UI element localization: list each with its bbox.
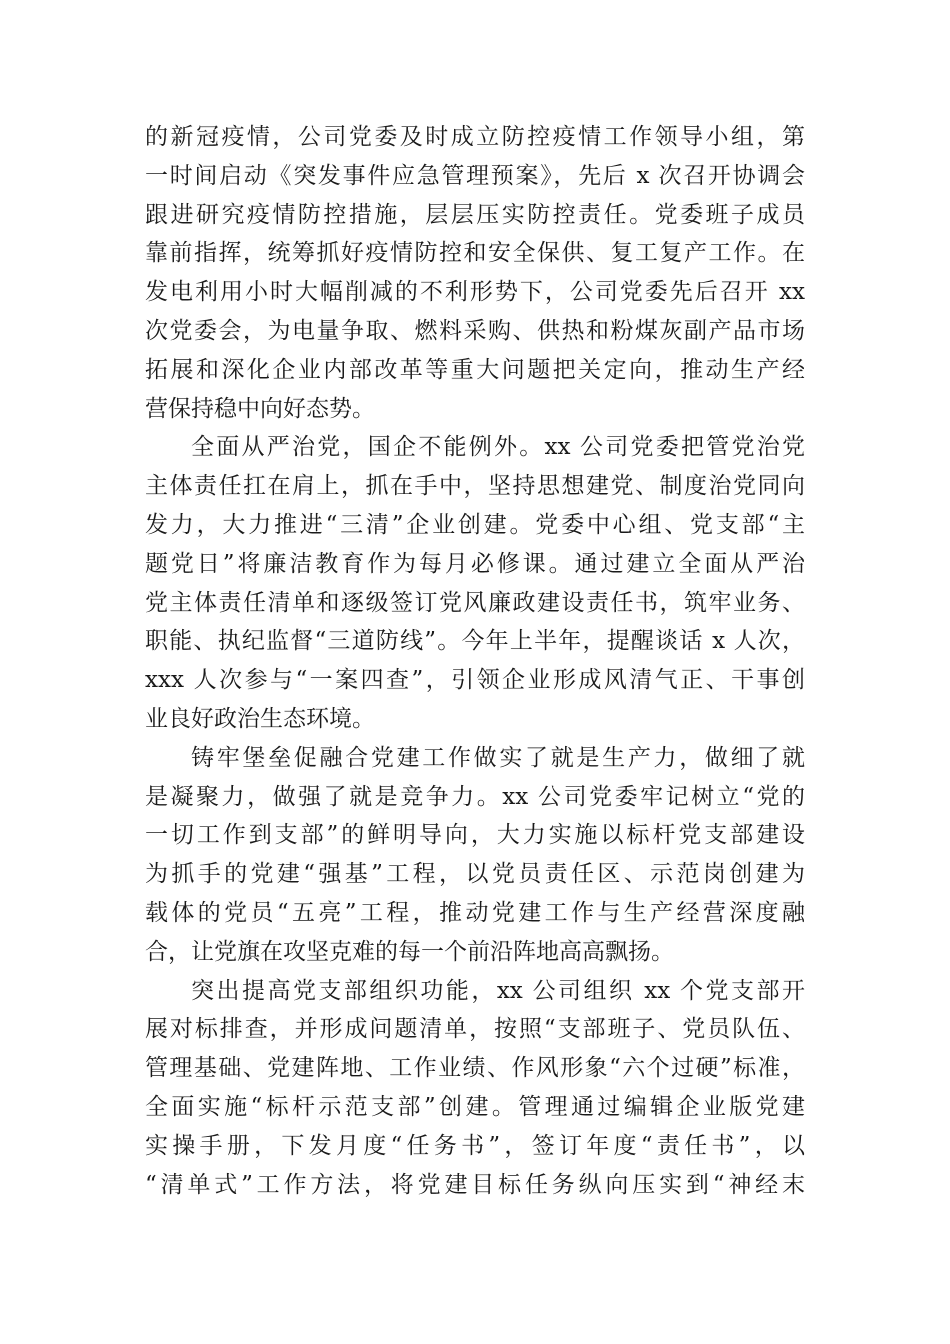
text-line: 是凝聚力，做强了就是竞争力。xx 公司党委牢记树立“党的 xyxy=(145,783,805,810)
paragraph-3 xyxy=(145,739,805,972)
text-line: 靠前指挥，统筹抓好疫情防控和安全保供、复工复产工作。在 xyxy=(145,240,805,267)
text-line: 全面实施“标杆示范支部”创建。管理通过编辑企业版党建 xyxy=(145,1093,805,1120)
text-line: 跟进研究疫情防控措施，层层压实防控责任。党委班子成员 xyxy=(145,201,805,228)
text-line: 题党日”将廉洁教育作为每月必修课。通过建立全面从严治 xyxy=(145,550,805,577)
text-line: 职能、执纪监督“三道防线”。今年上半年，提醒谈话 x 人次， xyxy=(145,628,805,655)
text-line: 实操手册，下发月度“任务书”，签订年度“责任书”，以 xyxy=(145,1132,805,1159)
text-line: 为抓手的党建“强基”工程，以党员责任区、示范岗创建为 xyxy=(145,861,805,888)
text-line: 次党委会，为电量争取、燃料采购、供热和粉煤灰副产品市场 xyxy=(145,317,805,344)
paragraph-4 xyxy=(145,972,805,1205)
text-line: 拓展和深化企业内部改革等重大问题把关定向，推动生产经 xyxy=(145,356,805,383)
text-line: 展对标排查，并形成问题清单，按照“支部班子、党员队伍、 xyxy=(145,1016,805,1043)
text-line: 载体的党员“五亮”工程，推动党建工作与生产经营深度融 xyxy=(145,899,805,926)
text-line: 一时间启动《突发事件应急管理预案》，先后 x 次召开协调会 xyxy=(145,162,805,189)
paragraph-1 xyxy=(145,118,805,428)
text-line: 的新冠疫情，公司党委及时成立防控疫情工作领导小组，第 xyxy=(145,124,805,150)
text-line: 突出提高党支部组织功能，xx 公司组织 xx 个党支部开 xyxy=(191,977,805,1004)
text-line: 全面从严治党，国企不能例外。xx 公司党委把管党治党 xyxy=(191,434,805,461)
text-line: 营保持稳中向好态势。 xyxy=(145,395,375,422)
text-line: 铸牢堡垒促融合党建工作做实了就是生产力，做细了就 xyxy=(191,744,805,771)
text-line: 一切工作到支部”的鲜明导向，大力实施以标杆党支部建设 xyxy=(145,822,805,849)
text-line: 发力，大力推进“三清”企业创建。党委中心组、党支部“主 xyxy=(145,511,805,538)
paragraph-2 xyxy=(145,428,805,738)
text-line: xxx 人次参与“一案四查”，引领企业形成风清气正、干事创 xyxy=(145,667,805,694)
text-line: 主体责任扛在肩上，抓在手中，坚持思想建党、制度治党同向 xyxy=(145,473,805,500)
text-line: 党主体责任清单和逐级签订党风廉政建设责任书，筑牢业务、 xyxy=(145,589,805,616)
text-line: 管理基础、党建阵地、工作业绩、作风形象“六个过硬”标准， xyxy=(145,1055,805,1082)
document-body xyxy=(145,118,805,1204)
text-line: “清单式”工作方法，将党建目标任务纵向压实到“神经末 xyxy=(145,1171,805,1198)
text-line: 发电利用小时大幅削减的不利形势下，公司党委先后召开 xx xyxy=(145,279,805,306)
text-line: 合，让党旗在攻坚克难的每一个前沿阵地高高飘扬。 xyxy=(145,938,674,965)
text-line: 业良好政治生态环境。 xyxy=(145,705,375,732)
